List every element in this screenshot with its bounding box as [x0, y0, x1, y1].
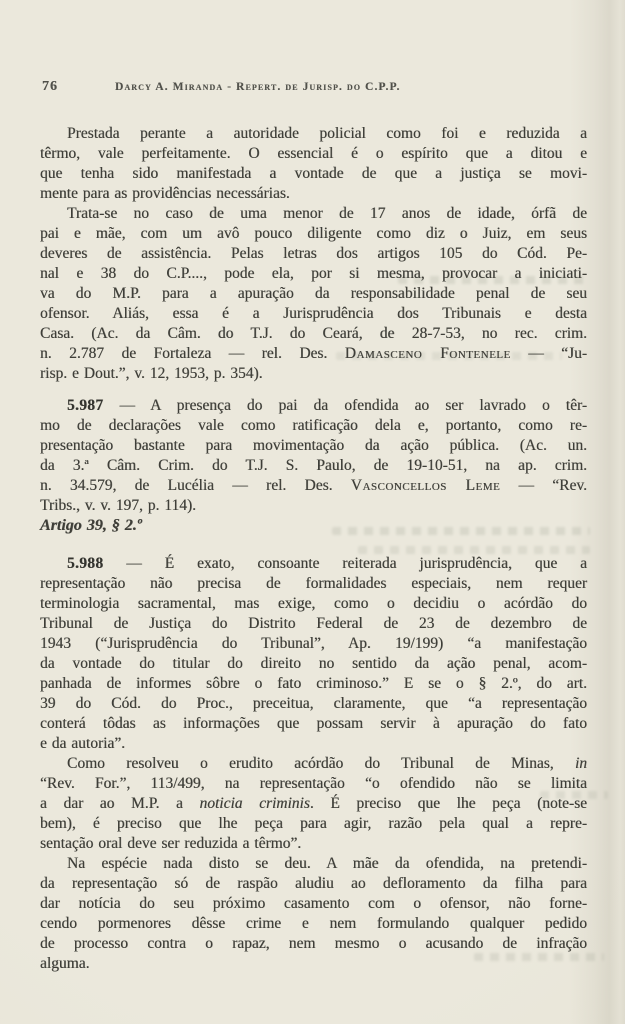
text-line: risp. e Dout.”, v. 12, 1953, p. 354). [40, 365, 263, 382]
judge-name: Vasconcellos Leme [350, 477, 501, 494]
page-content [40, 79, 587, 974]
italic-term: in [574, 755, 587, 772]
text-line: da 3.ª Câm. Crim. do T.J. S. Paulo, de 19-10-51, na ap. crim. [40, 457, 587, 474]
italic-term: Artigo 39, § 2.º [40, 517, 142, 534]
text-line: 5.988 — É exato, consoante reiterada jurisprudência, que a [67, 555, 587, 572]
paragraph-na-especie [40, 854, 587, 974]
text-line: representação não precisa de formalidades especiais, nem requer [40, 575, 587, 592]
text-line: Trata-se no caso de uma menor de 17 anos de idade, órfã de [67, 205, 587, 222]
text-line: alguma. [40, 955, 90, 972]
text-line: n. 34.579, de Lucélia — rel. Des. Vasconcellos Leme — “Rev. [40, 477, 587, 494]
text-line: Prestada perante a autoridade policial como foi e reduzida a [67, 125, 587, 142]
text-line: va do M.P. para a apuração da responsabilidade penal de seu [40, 285, 587, 302]
text-line: 1943 (“Jurisprudência do Tribunal”, Ap. 19/199) “a manifestação [40, 635, 587, 652]
text-line: presentação bastante para movimentação da ação pública. (Ac. un. [40, 437, 587, 454]
text-line: Como resolveu o erudito acórdão do Tribunal de Minas, in [67, 755, 587, 772]
text-line: que tenha sido manifestada a vontade de que a justiça se movi- [40, 165, 587, 182]
judge-name: Damasceno Fontenele [344, 345, 511, 362]
entry-5988 [40, 554, 587, 754]
text-line: a dar ao M.P. a noticia criminis. É preciso que lhe peça (note-se [40, 795, 587, 812]
text-line: têrmo, vale perfeitamente. O essencial é o espírito que a ditou e [40, 145, 587, 162]
text-line: sentação oral deve ser reduzida a têrmo”. [40, 835, 302, 852]
page-number: 76 [42, 79, 58, 94]
text-line: ofensor. Aliás, essa é a Jurisprudência dos Tribunais e desta [40, 305, 587, 322]
text-line: cendo pormenores dêsse crime e nem formulando qualquer pedido [40, 915, 587, 932]
text-line: Tribs., v. v. 197, p. 114). [40, 497, 196, 514]
text-line: terminologia sacramental, mas exige, como o decidiu o acórdão do [40, 595, 587, 612]
paragraph-trata-se [40, 204, 587, 384]
heading-artigo-39-2 [40, 516, 587, 536]
text-line: Na espécie nada disto se deu. A mãe da ofendida, na pretendi- [67, 855, 587, 872]
text-line: “Rev. For.”, 113/499, na representação “o ofendido não se limita [40, 775, 587, 792]
text-line [40, 516, 587, 536]
text-line: mente para as providências necessárias. [40, 185, 290, 202]
text-line: da representação só de raspão aludiu ao defloramento da filha para [40, 875, 587, 892]
text-line: nal e 38 do C.P...., pode ela, por si mesma, provocar a iniciati- [40, 265, 587, 282]
text-body [40, 124, 587, 974]
entry-number: 5.988 [67, 555, 104, 572]
entry-5987 [40, 396, 587, 516]
entry-number: 5.987 [67, 397, 104, 414]
text-line: 39 do Cód. do Proc., preceitua, claramente, que “a representação [40, 695, 587, 712]
text-line: conterá tôdas as informações que possam servir à apuração do fato [40, 715, 587, 732]
running-title: Darcy A. Miranda - Repert. de Jurisp. do C.P.P. [115, 81, 401, 93]
text-line: Tribunal de Justiça do Distrito Federal de 23 de dezembro de [40, 615, 587, 632]
text-line: Casa. (Ac. da Câm. do T.J. do Ceará, de 28-7-53, no rec. crim. [40, 325, 587, 342]
text-line: pai e mãe, com um avô pouco diligente como diz o Juiz, em seus [40, 225, 587, 242]
text-line: deveres de assistência. Pelas letras dos artigos 105 do Cód. Pe- [40, 245, 587, 262]
text-line: de processo contra o rapaz, nem mesmo o acusando de infração [40, 935, 587, 952]
italic-term: noticia criminis [199, 795, 310, 812]
text-line: da vontade do titular do direito no sentido da ação penal, acom- [40, 655, 587, 672]
text-line: dar notícia do seu próximo casamento com o ofensor, não forne- [40, 895, 587, 912]
running-header [40, 79, 587, 95]
paragraph-como-resolveu [40, 754, 587, 854]
paragraph-prestada [40, 124, 587, 204]
text-line: e da autoria”. [40, 735, 126, 752]
text-line: bem), é preciso que lhe peça para agir, razão pela qual a repre- [40, 815, 587, 832]
text-line: 5.987 — A presença do pai da ofendida ao ser lavrado o têr- [67, 397, 587, 414]
text-line: mo de declarações vale como ratificação dela e, portanto, como re- [40, 417, 587, 434]
text-line: n. 2.787 de Fortaleza — rel. Des. Damasceno Fontenele — “Ju- [40, 345, 587, 362]
text-line: panhada de informes sôbre o fato criminoso.” E se o § 2.º, do art. [40, 675, 587, 692]
